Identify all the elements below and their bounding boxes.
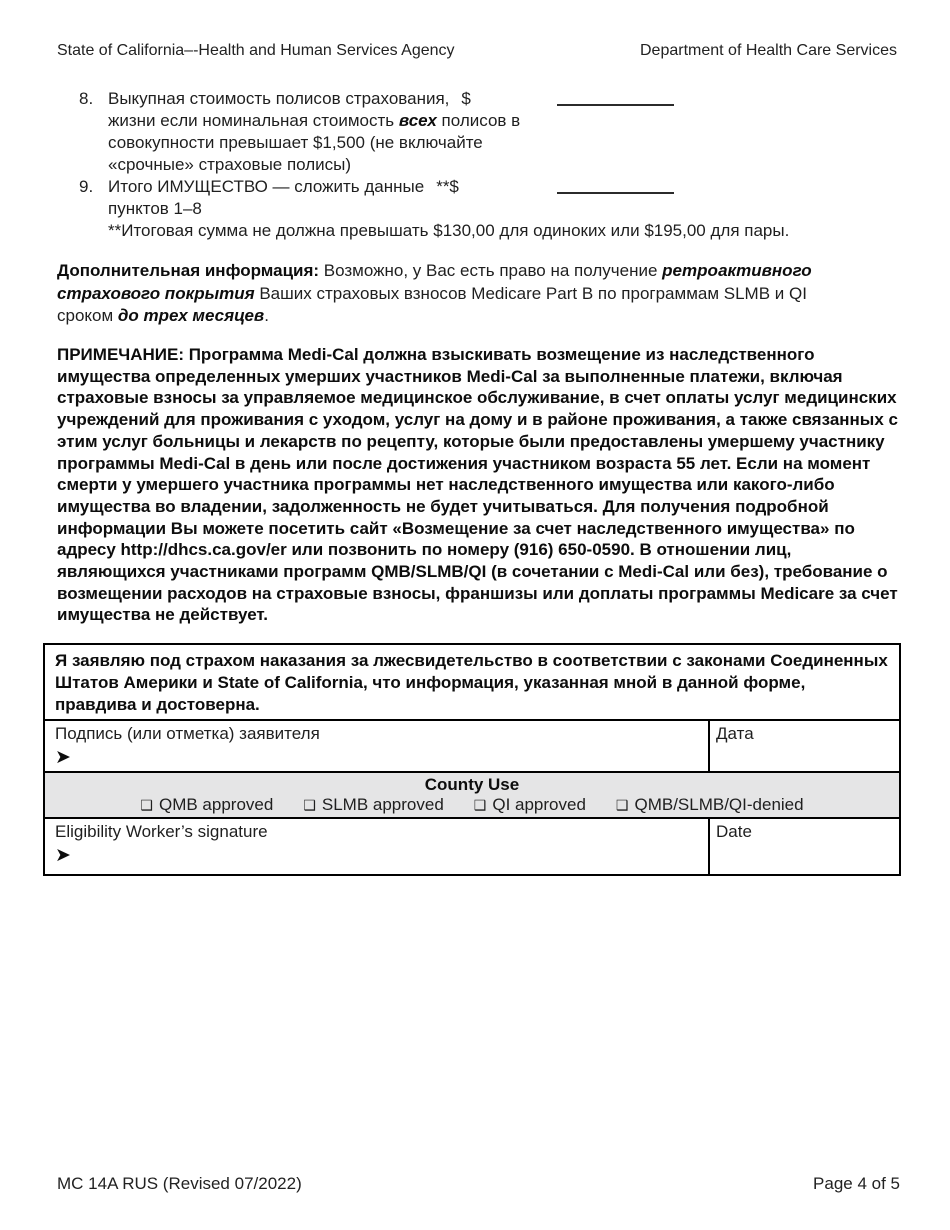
perjury-declaration: Я заявляю под страхом наказания за лжесвидетельство в соответствии с законами Соединенных Штатов Америки и State of California, что информация, указанная мной в данной форме, правдива и достоверна. [44,644,900,720]
additional-info-emphasis-1: ретроактивного страхового покрытия [57,261,812,303]
checkbox-icon: ❑ [473,797,487,813]
additional-info-emphasis-2: до трех месяцев [117,306,265,325]
additional-info-text-3: . [264,306,269,325]
item9-footnote: **Итоговая сумма не должна превышать $130,00 для одиноких или $195,00 для пары. [108,221,790,240]
item9-line2: пунктов 1–8 [108,199,202,218]
header-department: Department of Health Care Services [640,42,897,59]
double-asterisk-dollar-sign: **$ [436,177,459,196]
checkbox-qmb-slmb-qi-denied[interactable] [616,795,804,815]
item-number: 9. [79,177,94,196]
checkbox-label: QMB/SLMB/QI-denied [634,795,804,814]
checkbox-label: QMB approved [158,795,274,814]
page-footer [57,1174,900,1194]
item8-line4: «срочные» страховые полисы) [108,155,352,174]
form-number: MC 14A RUS (Revised 07/2022) [57,1174,302,1193]
checkbox-slmb-approved[interactable] [303,795,443,815]
worker-date-field[interactable] [709,818,900,875]
declaration-table [43,643,901,876]
asset-list [57,88,917,242]
signature-arrow-icon: ➤ [55,845,71,866]
county-use-title: County Use [424,775,520,794]
page-header [57,42,897,60]
applicant-signature-label: Подпись (или отметка) заявителя [55,724,320,743]
checkbox-qi-approved[interactable] [474,795,586,815]
amount-field-line-8[interactable] [557,104,674,106]
additional-info-text-2: Ваших страховых взносов Medicare Part B по программам SLMB и QI сроком [57,283,807,325]
page-indicator: Page 4 of 5 [813,1174,900,1193]
checkbox-label: SLMB approved [321,795,444,814]
item9-line1 [108,176,917,198]
checkbox-icon: ❑ [140,797,153,813]
item8-line1-text: Выкупная стоимость полисов страхования, [108,89,450,108]
asset-item-8 [57,88,917,176]
county-use-section [44,772,900,818]
worker-signature-field[interactable] [44,818,709,875]
estate-recovery-notice: ПРИМЕЧАНИЕ: Программа Medi-Cal должна взыскивать возмещение из наследственного имущества определенных умерших участников Medi-Cal за выполненные платежи, включая страховые взносы за управляемое медицинское обслуживание, в счет оплаты услуг медицинских учреждений для проживания с уходом, услуг на дому и в районе проживания, а также связанных с этим услуг больницы и лекарств по рецепту, которые были предоставлены умершему участнику программы Medi-Cal в день или после достижения участником возраста 55 лет. Если на момент смерти у умершего участника программы нет наследственного имущества или какого-либо имущества во владении, задолженность не будет учитываться. Для получения подробной информации Вы можете посетить сайт «Возмещение за счет наследственного имущества» по адресу http://dhcs.ca.gov/er или позвонить по номеру (916) 650-0590. В отношении лиц, являющихся участниками программ QMB/SLMB/QI (в сочетании с Medi-Cal или без), требование о возмещении расходов на страховые взносы, франшизы или доплаты программы Medicare за счет имущества не действует. [57,345,898,625]
dollar-sign: $ [461,89,471,108]
county-use-checkbox-row [49,795,895,815]
applicant-date-field[interactable] [709,720,900,772]
additional-info-paragraph [57,260,852,328]
item8-line2-post: полисов в [436,111,521,130]
item8-line2-emphasis: всех [398,111,437,130]
item8-line3: совокупности превышает $1,500 (не включайте [108,133,483,152]
worker-signature-label: Eligibility Worker’s signature [55,822,268,841]
header-agency: State of California–-Health and Human Services Agency [57,42,455,59]
item-number: 8. [79,89,94,108]
checkbox-qmb-approved[interactable] [140,795,273,815]
item9-line1-text: Итого ИМУЩЕСТВО — сложить данные [108,177,425,196]
item8-line1 [108,88,917,110]
item8-line2 [108,110,917,132]
checkbox-icon: ❑ [303,797,316,813]
asset-item-9 [57,176,917,242]
additional-info-text-1: Возможно, у Вас есть право на получение [319,261,663,280]
checkbox-label: QI approved [492,795,586,814]
checkbox-icon: ❑ [615,797,629,813]
signature-arrow-icon: ➤ [55,747,71,768]
worker-date-label: Date [716,822,752,841]
amount-field-line-9[interactable] [557,192,674,194]
applicant-date-label: Дата [716,724,754,743]
item8-line2-pre: жизни если номинальная стоимость [108,111,399,130]
applicant-signature-field[interactable] [44,720,709,772]
additional-info-label: Дополнительная информация: [57,261,320,280]
